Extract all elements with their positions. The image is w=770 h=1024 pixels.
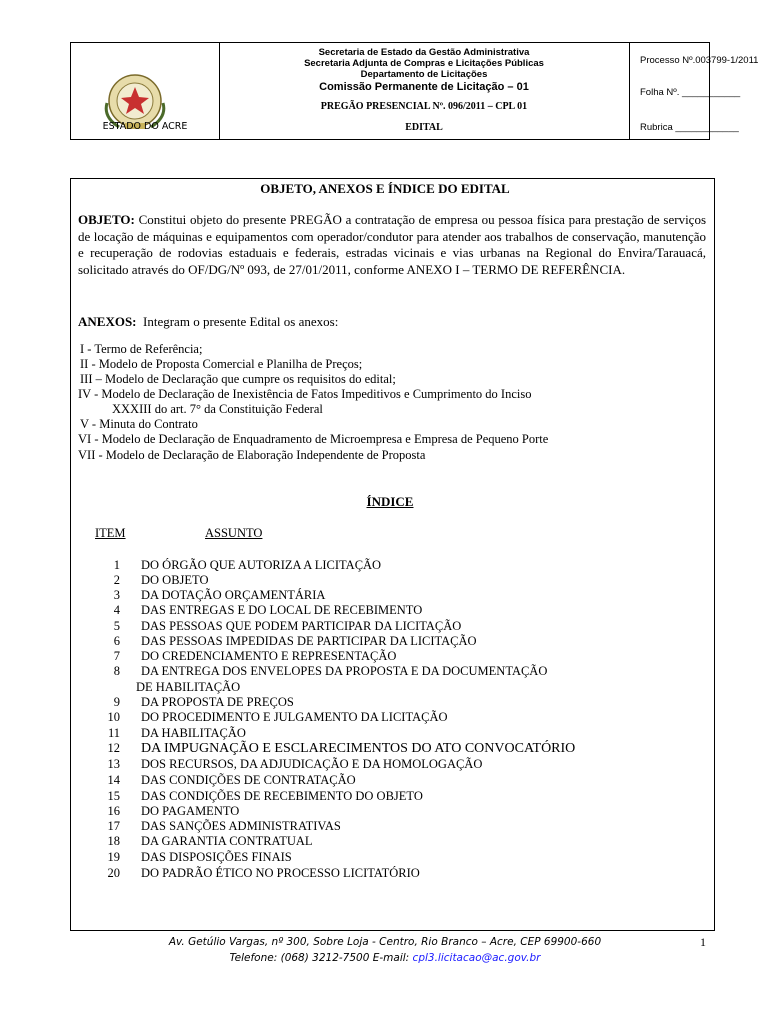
anexos-label: ANEXOS:	[78, 314, 137, 329]
indice-row-text: DAS DISPOSIÇÕES FINAIS	[141, 850, 292, 864]
footer-phone: Telefone: (068) 3212-7500 E-mail:	[229, 952, 410, 964]
footer-contact	[0, 952, 770, 964]
indice-row-text: DAS ENTREGAS E DO LOCAL DE RECEBIMENTO	[141, 603, 423, 617]
indice-row-text: DE HABILITAÇÃO	[136, 680, 241, 694]
page-number: 1	[700, 935, 706, 949]
indice-row-number: 13	[107, 757, 120, 771]
footer-email-link[interactable]: cpl3.licitacao@ac.gov.br	[412, 952, 541, 964]
indice-row-text: DO OBJETO	[141, 573, 209, 587]
anexos-intro: Integram o presente Edital os anexos:	[143, 314, 339, 329]
header-line-5: PREGÃO PRESENCIAL Nº. 096/2011 – CPL 01	[320, 101, 528, 112]
indice-row-text: DA IMPUGNAÇÃO E ESCLARECIMENTOS DO ATO CONVOCATÓRIO	[141, 741, 576, 756]
indice-row-text: DA DOTAÇÃO ORÇAMENTÁRIA	[141, 588, 326, 602]
indice-row-text: DA HABILITAÇÃO	[141, 726, 246, 740]
indice-row-number: 6	[113, 634, 120, 648]
state-seal-icon	[101, 61, 169, 145]
indice-row-text: DO PAGAMENTO	[141, 804, 240, 818]
anexo-item: VI - Modelo de Declaração de Enquadramento de Microempresa e Empresa de Pequeno Porte	[78, 432, 549, 446]
anexo-item: XXXIII do art. 7° da Constituição Federal	[112, 402, 323, 416]
indice-row-text: DAS PESSOAS QUE PODEM PARTICIPAR DA LICITAÇÃO	[141, 619, 462, 633]
header-line-4: Comissão Permanente de Licitação – 01	[319, 81, 529, 93]
indice-col-assunto: ASSUNTO	[205, 526, 263, 540]
header-line-3: Departamento de Licitações	[360, 69, 488, 80]
indice-row-number: 7	[113, 649, 120, 663]
state-label: ESTADO DO ACRE	[102, 121, 188, 132]
process-number: Processo Nº.003799-1/2011	[640, 55, 759, 66]
indice-row-text: DO PADRÃO ÉTICO NO PROCESSO LICITATÓRIO	[141, 866, 420, 880]
indice-row-text: DO PROCEDIMENTO E JULGAMENTO DA LICITAÇÃO	[141, 710, 448, 724]
indice-row-number: 5	[113, 619, 120, 633]
indice-row-text: DAS CONDIÇÕES DE CONTRATAÇÃO	[141, 773, 356, 787]
indice-row-number: 14	[107, 773, 120, 787]
indice-row-number: 18	[107, 834, 120, 848]
indice-row-text: DA ENTREGA DOS ENVELOPES DA PROPOSTA E DA DOCUMENTAÇÃO	[141, 664, 548, 678]
header-line-1: Secretaria de Estado da Gestão Administrativa	[318, 47, 530, 58]
header-line-6: EDITAL	[405, 122, 443, 133]
indice-row-text: DO ÓRGÃO QUE AUTORIZA A LICITAÇÃO	[141, 558, 382, 572]
anexo-item: III – Modelo de Declaração que cumpre os requisitos do edital;	[80, 372, 396, 386]
indice-row-number: 19	[107, 850, 120, 864]
header-titles	[219, 43, 630, 139]
header-line-2: Secretaria Adjunta de Compras e Licitações Públicas	[304, 58, 544, 69]
anexo-item: IV - Modelo de Declaração de Inexistência de Fatos Impeditivos e Cumprimento do Inciso	[78, 387, 532, 401]
anexo-item: V - Minuta do Contrato	[80, 417, 198, 431]
indice-row-number: 3	[113, 588, 120, 602]
indice-row-number: 2	[113, 573, 120, 587]
indice-col-item: ITEM	[95, 526, 126, 540]
indice-row-text: DAS SANÇÕES ADMINISTRATIVAS	[141, 819, 341, 833]
indice-row-number: 16	[107, 804, 120, 818]
logo-cell	[71, 43, 220, 139]
indice-row-number: 8	[113, 664, 120, 678]
objeto-text: Constitui objeto do presente PREGÃO a contratação de empresa ou pessoa física para prestação de serviços de locação de máquinas e equipamentos com operador/condutor para atender aos trabalhos de conservação, manutenção e recuperação de rodovias estaduais e federais, estradas vicinais e vias urbanas na Regional do Envira/Tarauacá, solicitado através do OF/DG/Nº 093, de 27/01/2011, conforme ANEXO I – TERMO DE REFERÊNCIA.	[78, 212, 707, 277]
indice-row-number: 20	[107, 866, 120, 880]
indice-row-text: DOS RECURSOS, DA ADJUDICAÇÃO E DA HOMOLOGAÇÃO	[141, 757, 483, 771]
indice-row-number: 12	[107, 741, 120, 755]
footer-address: Av. Getúlio Vargas, nº 300, Sobre Loja - Centro, Rio Branco – Acre, CEP 69900-660	[168, 936, 602, 948]
indice-row-number: 17	[107, 819, 120, 833]
process-info	[630, 43, 759, 139]
indice-row-number: 15	[107, 789, 120, 803]
anexos-heading	[78, 314, 338, 330]
indice-row-number: 1	[113, 558, 120, 572]
rubrica-field: Rubrica ____________	[640, 122, 739, 133]
document-header	[70, 42, 759, 140]
indice-row-number: 4	[113, 603, 120, 617]
indice-row-number: 9	[113, 695, 120, 709]
indice-row-number: 11	[107, 726, 120, 740]
indice-row-text: DA PROPOSTA DE PREÇOS	[141, 695, 294, 709]
objeto-paragraph	[78, 212, 706, 278]
indice-row-number: 10	[107, 710, 120, 724]
objeto-label: OBJETO:	[78, 212, 135, 227]
section-title: OBJETO, ANEXOS E ÍNDICE DO EDITAL	[260, 181, 510, 196]
indice-title: ÍNDICE	[366, 494, 414, 509]
indice-row-text: DAS PESSOAS IMPEDIDAS DE PARTICIPAR DA LICITAÇÃO	[141, 634, 477, 648]
indice-row-text: DAS CONDIÇÕES DE RECEBIMENTO DO OBJETO	[141, 789, 423, 803]
anexo-item: I - Termo de Referência;	[80, 342, 203, 356]
indice-row-text: DO CREDENCIAMENTO E REPRESENTAÇÃO	[141, 649, 397, 663]
folha-field: Folha Nº. ___________	[640, 87, 741, 98]
anexo-item: VII - Modelo de Declaração de Elaboração Independente de Proposta	[78, 448, 426, 462]
anexo-item: II - Modelo de Proposta Comercial e Planilha de Preços;	[80, 357, 363, 371]
indice-row-text: DA GARANTIA CONTRATUAL	[141, 834, 313, 848]
